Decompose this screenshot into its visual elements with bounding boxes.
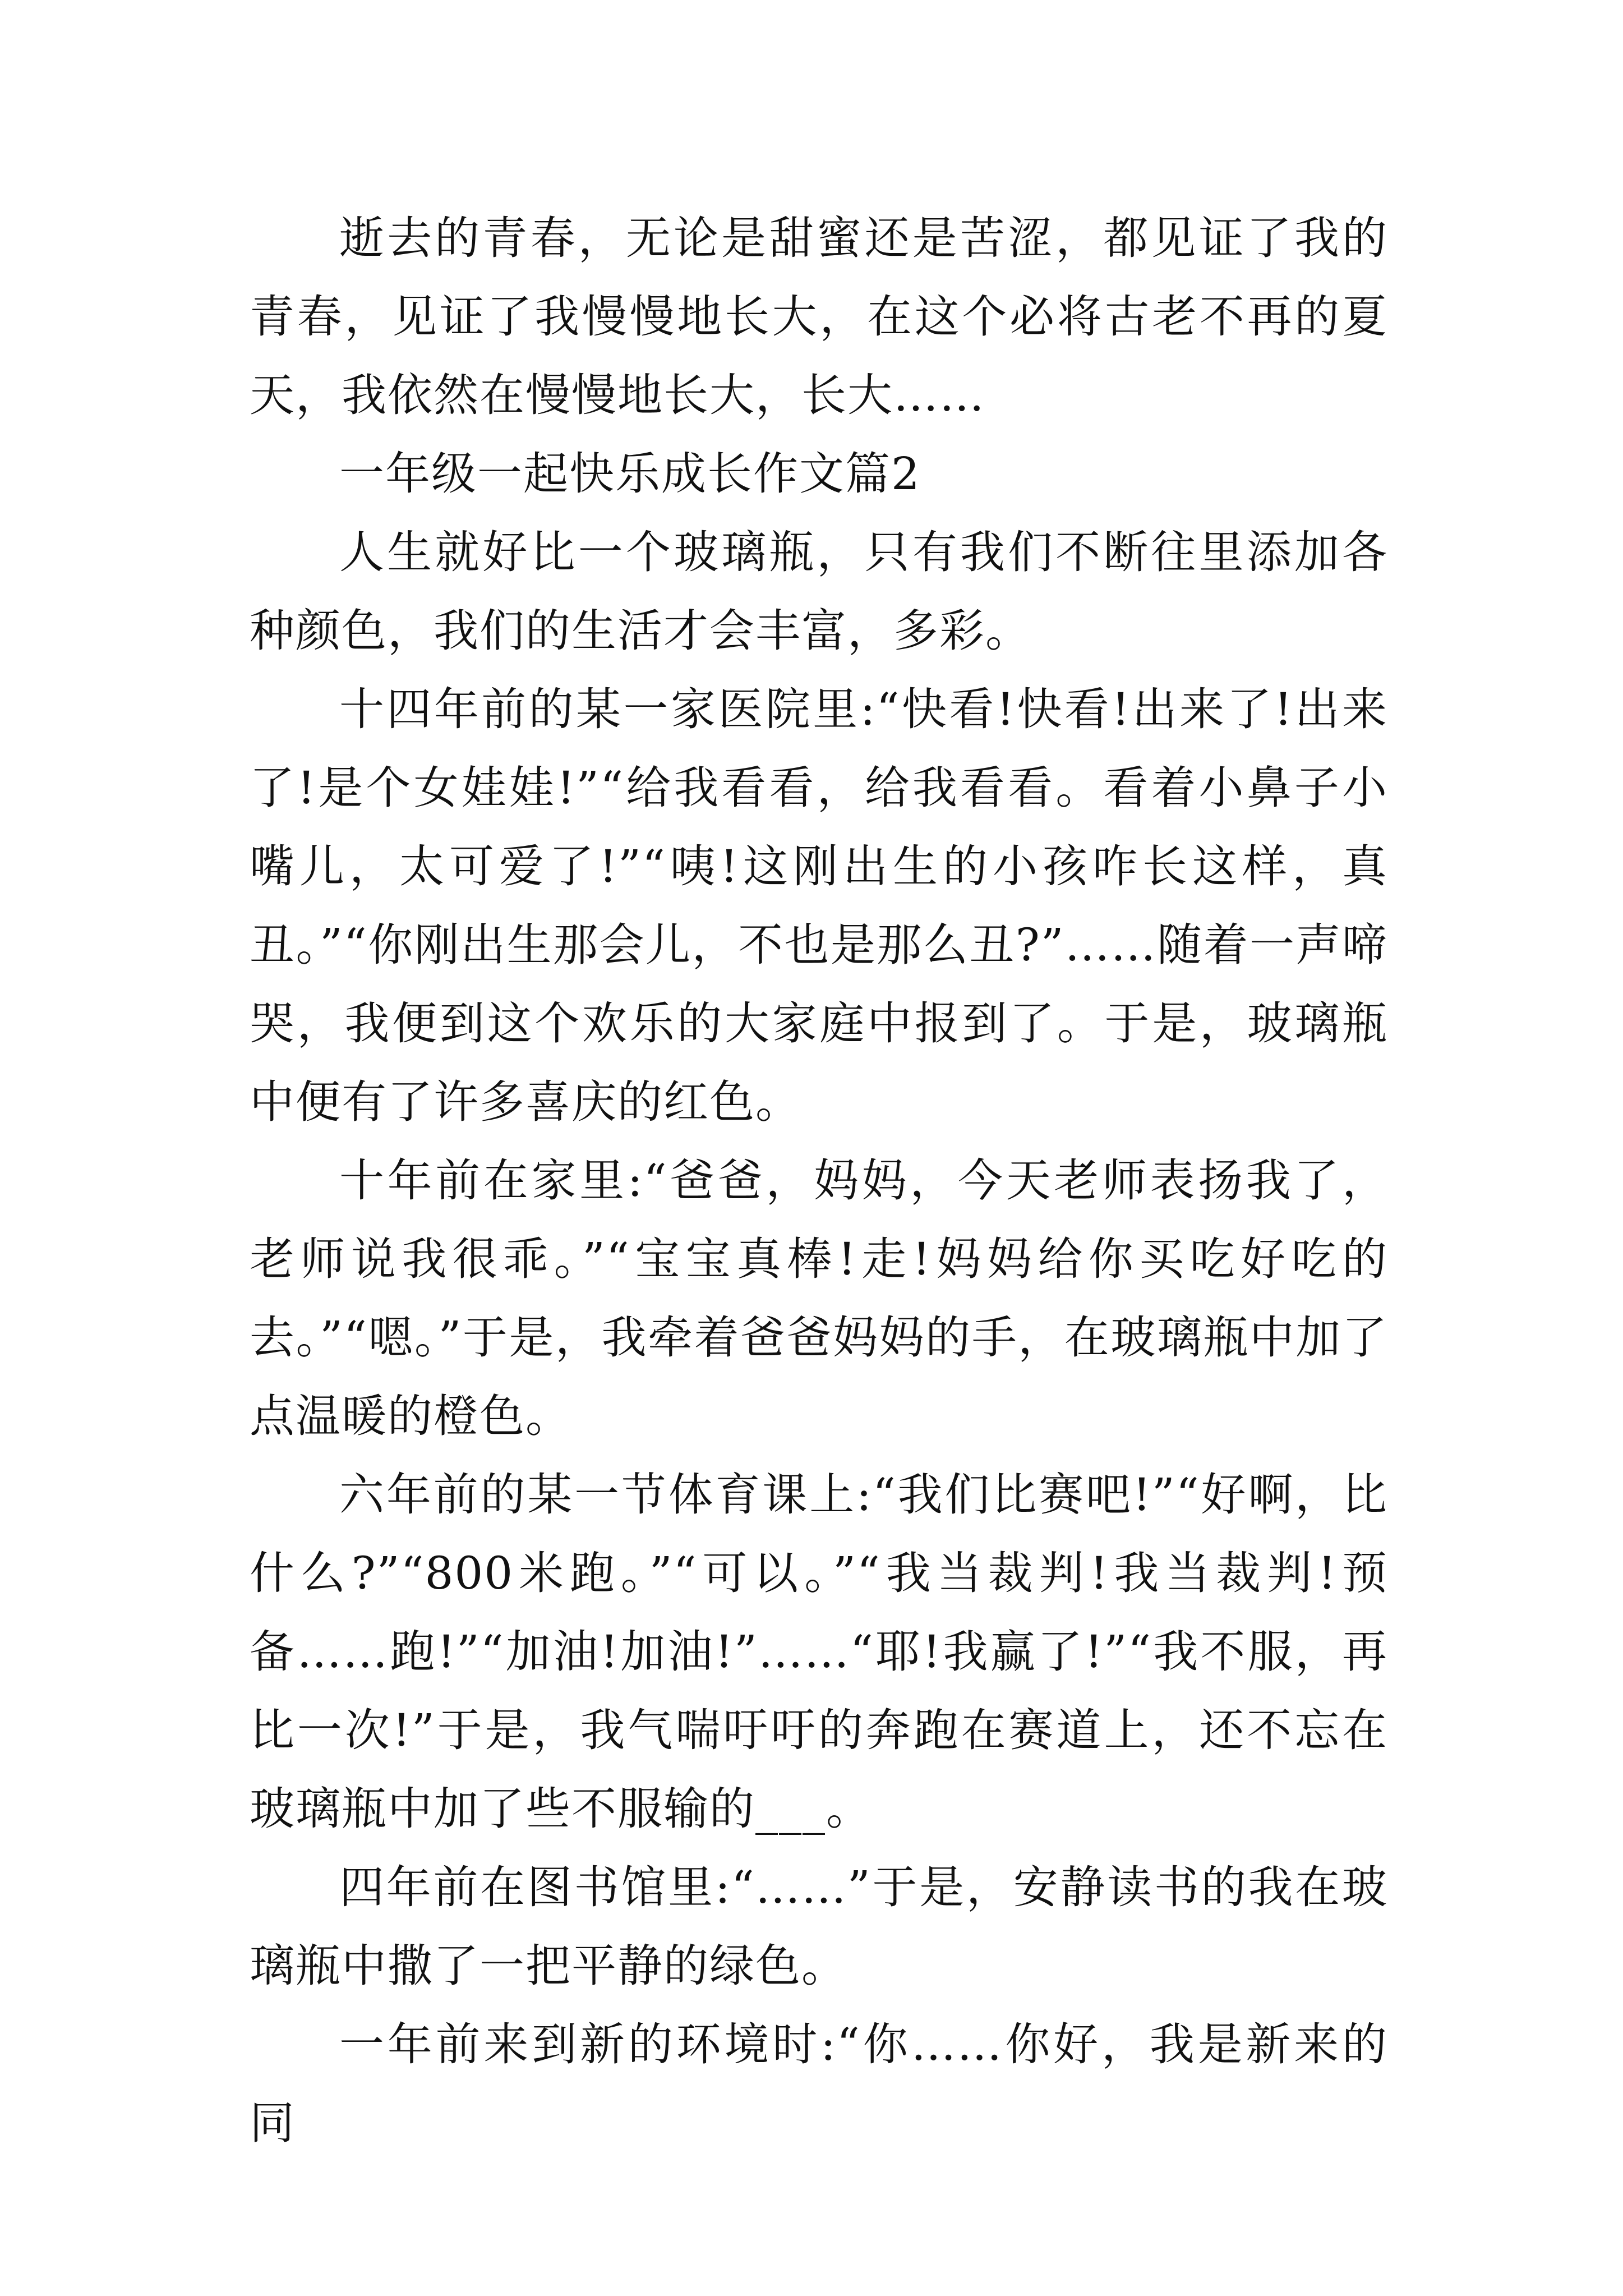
paragraph-5: 六年前的某一节体育课上:“我们比赛吧!”“好啊，比什么?”“800米跑。”“可以。”“我当裁判!我当裁判!预备……跑!”“加油!加油!”……“耶!我赢了!”“我不服，再比一次!”于是，我气喘吁吁的奔跑在赛道上，还不忘在玻璃瓶中加了些不服输的___。 xyxy=(250,1469,1388,1835)
paragraph-3: 十四年前的某一家医院里:“快看!快看!出来了!出来了!是个女娃娃!”“给我看看，给我看看。看着小鼻子小嘴儿，太可爱了!”“咦!这刚出生的小孩咋长这样，真丑。”“你刚出生那会儿，不也是那么丑?”……随着一声啼哭，我便到这个欢乐的大家庭中报到了。于是，玻璃瓶中便有了许多喜庆的红色。 xyxy=(250,683,1388,1128)
document-body xyxy=(250,199,1388,2162)
paragraph-1: 逝去的青春，无论是甜蜜还是苦涩，都见证了我的青春，见证了我慢慢地长大，在这个必将古老不再的夏天，我依然在慢慢地长大，长大…… xyxy=(250,212,1388,421)
section-heading: 一年级一起快乐成长作文篇2 xyxy=(339,448,921,500)
paragraph-4: 十年前在家里:“爸爸，妈妈，今天老师表扬我了，老师说我很乖。”“宝宝真棒!走!妈妈给你买吃好吃的去。”“嗯。”于是，我牵着爸爸妈妈的手，在玻璃瓶中加了点温暖的橙色。 xyxy=(250,1154,1388,1442)
paragraph-2: 人生就好比一个玻璃瓶，只有我们不断往里添加各种颜色，我们的生活才会丰富，多彩。 xyxy=(250,526,1388,657)
paragraph-7: 一年前来到新的环境时:“你……你好，我是新来的同 xyxy=(250,2018,1388,2149)
paragraph-6: 四年前在图书馆里:“……”于是，安静读书的我在玻璃瓶中撒了一把平静的绿色。 xyxy=(250,1861,1388,1992)
